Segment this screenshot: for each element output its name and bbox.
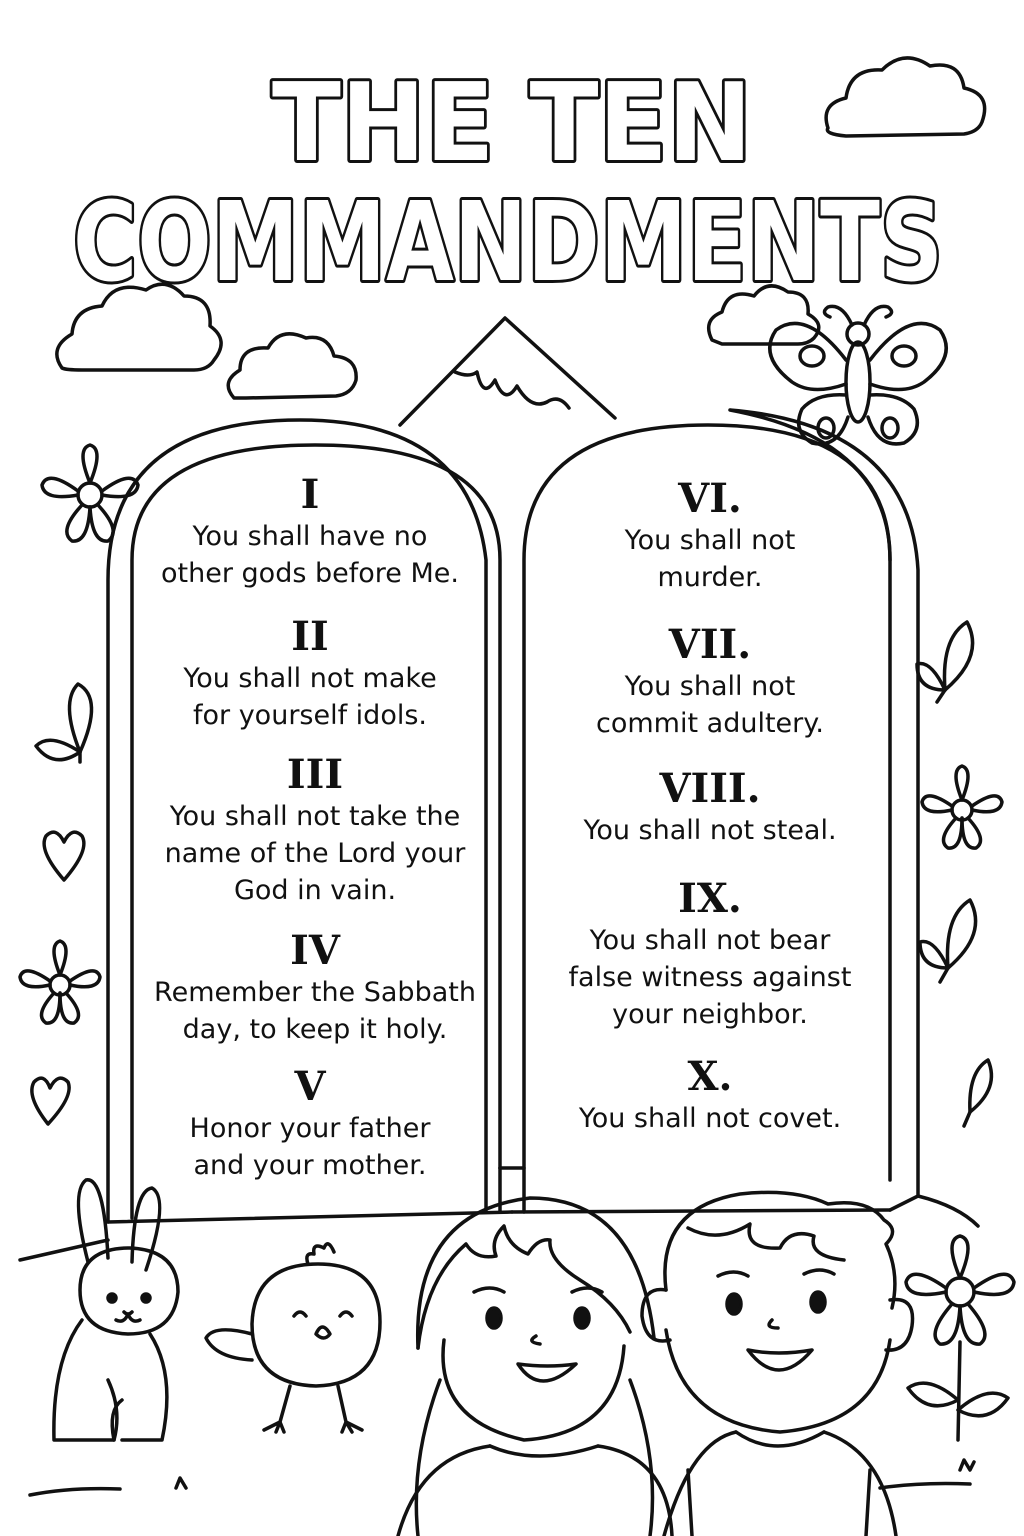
commandment-1 — [150, 472, 470, 592]
leaf-icon — [964, 1060, 991, 1126]
commandment-numeral: VI. — [678, 475, 742, 522]
page-title — [73, 61, 943, 306]
commandment-7 — [550, 622, 870, 742]
flower-icon — [906, 1236, 1014, 1440]
bunny-icon — [54, 1180, 178, 1440]
commandment-numeral: X. — [687, 1053, 733, 1100]
commandment-text: You shall not murder. — [624, 525, 796, 593]
cloud-icon — [228, 334, 356, 398]
commandment-text: Remember the Sabbath day, to keep it holy. — [154, 977, 476, 1045]
leaf-icon — [920, 900, 976, 982]
commandment-text: You shall not covet. — [578, 1103, 842, 1134]
commandment-3 — [150, 752, 480, 909]
title-line-1: THE TEN — [272, 61, 752, 186]
commandment-text: You shall not bear false witness against your neighbor. — [568, 925, 852, 1030]
leaf-icon — [36, 684, 92, 762]
chick-icon — [206, 1244, 380, 1432]
commandment-numeral: I — [300, 471, 320, 518]
leaf-icon — [917, 622, 973, 702]
commandment-text: You shall not make for yourself idols. — [183, 663, 437, 731]
commandment-text: You shall not commit adultery. — [596, 671, 824, 739]
flower-icon — [42, 445, 138, 541]
mountain-icon — [400, 318, 615, 425]
heart-icon — [44, 832, 84, 880]
commandment-numeral: III — [286, 751, 344, 798]
commandment-8 — [550, 766, 870, 849]
commandment-text: You shall not take the name of the Lord your God in vain. — [164, 801, 466, 906]
girl-icon — [398, 1198, 672, 1536]
commandment-numeral: V — [294, 1063, 326, 1110]
heart-icon — [32, 1078, 69, 1124]
commandment-text: You shall have no other gods before Me. — [161, 521, 459, 589]
commandment-5 — [150, 1064, 470, 1184]
cloud-icon — [826, 58, 985, 136]
commandment-10 — [550, 1054, 870, 1137]
commandment-4 — [145, 928, 485, 1048]
boy-icon — [642, 1192, 913, 1536]
flower-icon — [20, 941, 100, 1023]
commandment-2 — [150, 614, 470, 734]
commandment-text: Honor your father and your mother. — [189, 1113, 431, 1181]
commandment-numeral: VIII. — [659, 765, 761, 812]
commandment-numeral: VII. — [668, 621, 752, 668]
commandment-numeral: IX. — [678, 875, 742, 922]
commandment-6 — [550, 476, 870, 596]
commandment-9 — [545, 876, 875, 1033]
title-line-2: COMMANDMENTS — [73, 178, 943, 306]
commandment-numeral: II — [291, 613, 329, 660]
commandment-numeral: IV — [290, 927, 340, 974]
commandment-text: You shall not steal. — [583, 815, 837, 846]
flower-icon — [922, 766, 1002, 848]
